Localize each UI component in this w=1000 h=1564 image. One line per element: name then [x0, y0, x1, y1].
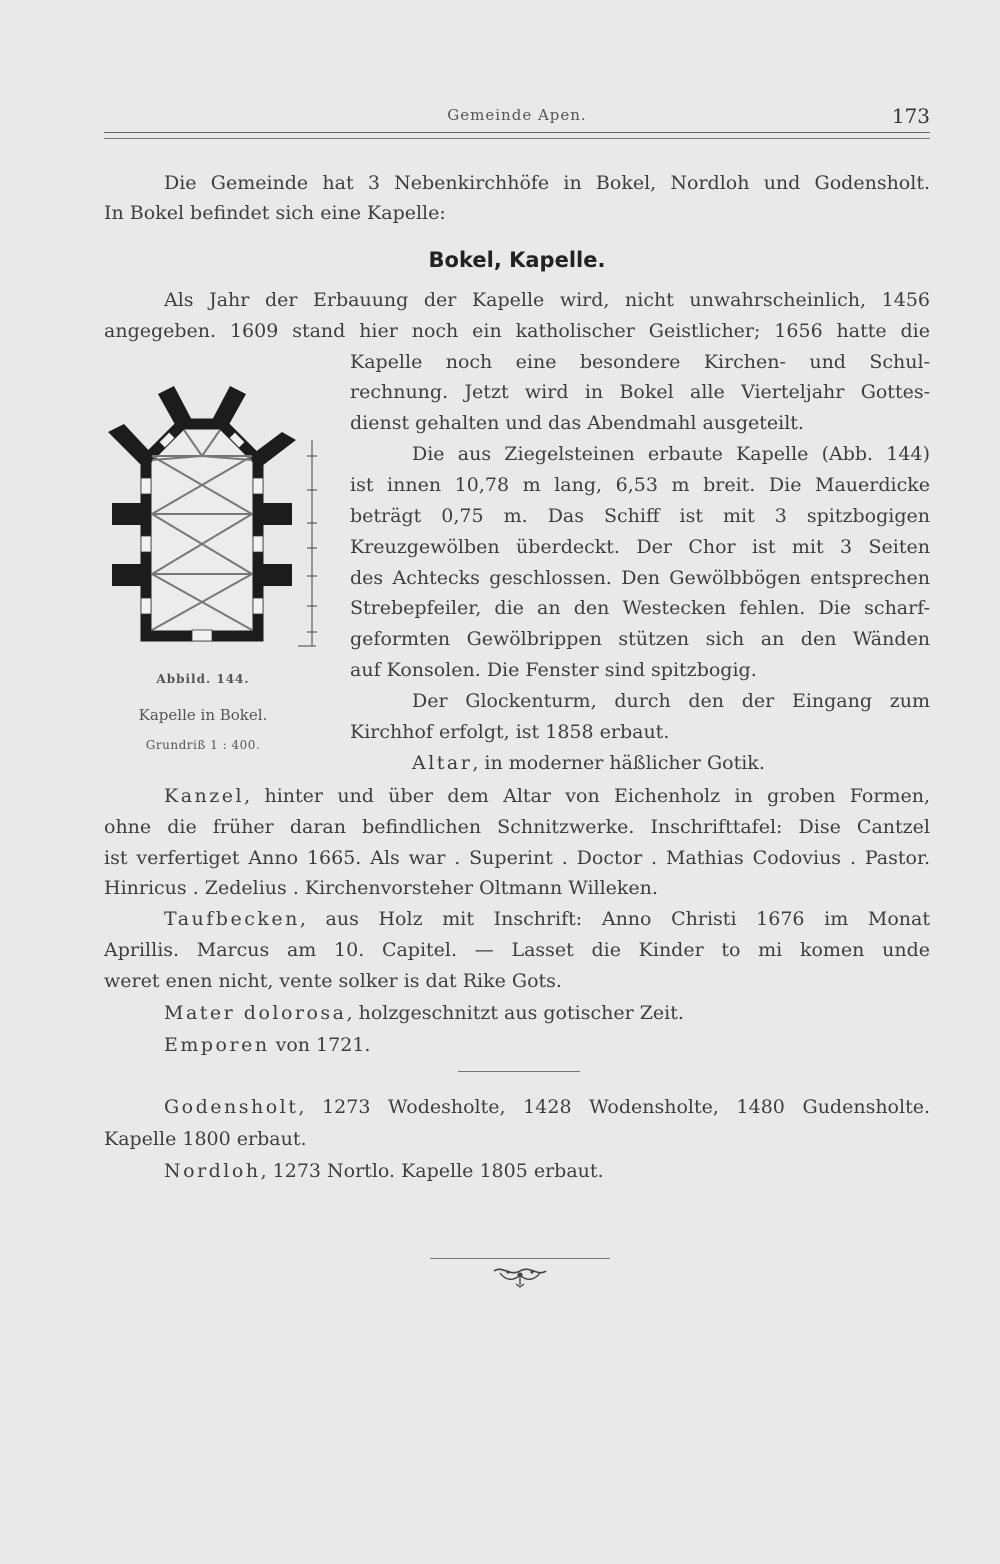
building-line-4: Kreuzgewölben überdeckt. Der Chor ist mit 3 Seiten: [350, 536, 930, 558]
history-line-5: dienst gehalten und das Abendmahl ausgeteilt.: [350, 412, 804, 434]
header-double-rule: [104, 132, 930, 139]
figure-scale: Grundriß 1 : 400.: [145, 738, 261, 752]
altar-term: Altar: [412, 752, 473, 774]
taufbecken-line-1: [164, 904, 930, 935]
taufbecken-line-2: Aprillis. Marcus am 10. Capitel. — Lasset die Kinder to mi komen unde: [104, 939, 930, 961]
kanzel-line-1-text: , hinter und über dem Altar von Eichenholz in groben Formen,: [244, 785, 930, 807]
running-title: Gemeinde Apen.: [447, 106, 587, 124]
floor-plan-figure: [104, 378, 320, 668]
mater-term: Mater dolorosa: [164, 1002, 347, 1024]
godensholt-line-1: [164, 1092, 930, 1123]
godensholt-line-1-text: , 1273 Wodesholte, 1428 Wodensholte, 1480 Gudensholte.: [298, 1096, 930, 1118]
mater-line: [164, 998, 930, 1029]
emporen-term: Emporen: [164, 1034, 270, 1056]
nordloh-line: [164, 1156, 930, 1187]
nordloh-term: Nordloh: [164, 1160, 261, 1182]
emporen-text: von 1721.: [269, 1034, 371, 1056]
history-line-3: Kapelle noch eine besondere Kirchen- und Schul-: [350, 351, 930, 373]
figure-number: Abbild. 144.: [156, 672, 250, 686]
building-line-6: Strebepfeiler, die an den Westecken fehlen. Die scharf-: [350, 597, 930, 619]
history-line-4: rechnung. Jetzt wird in Bokel alle Vierteljahr Gottes-: [350, 381, 930, 403]
building-line-5: des Achtecks geschlossen. Den Gewölbbögen entsprechen: [350, 567, 930, 589]
tailpiece-ornament: [488, 1263, 552, 1289]
altar-text: , in moderner häßlicher Gotik.: [472, 752, 765, 774]
building-line-3: beträgt 0,75 m. Das Schiff ist mit 3 spitzbogigen: [350, 505, 930, 527]
emporen-line: [164, 1030, 930, 1061]
mater-text: , holzgeschnitzt aus gotischer Zeit.: [346, 1002, 684, 1024]
taufbecken-line-3: weret enen nicht, vente solker is dat Rike Gots.: [104, 970, 562, 992]
running-header: [104, 104, 930, 134]
intro-line-2: In Bokel befindet sich eine Kapelle:: [104, 202, 446, 224]
kanzel-line-3: ist verfertiget Anno 1665. Als war . Superint . Doctor . Mathias Codovius . Pastor.: [104, 847, 930, 869]
building-line-2: ist innen 10,78 m lang, 6,53 m breit. Die Mauerdicke: [350, 474, 930, 496]
history-line-1: Als Jahr der Erbauung der Kapelle wird, nicht unwahrscheinlich, 1456: [164, 289, 930, 311]
altar-line: [412, 748, 930, 779]
kanzel-line-4: Hinricus . Zedelius . Kirchenvorsteher Oltmann Willeken.: [104, 877, 658, 899]
building-line-8: auf Konsolen. Die Fenster sind spitzbogig.: [350, 659, 757, 681]
history-line-2: angegeben. 1609 stand hier noch ein katholischer Geistlicher; 1656 hatte die: [104, 320, 930, 342]
godensholt-line-2: Kapelle 1800 erbaut.: [104, 1128, 307, 1150]
tower-line-1: Der Glockenturm, durch den der Eingang zum: [412, 690, 930, 712]
taufbecken-line-1-text: , aus Holz mit Inschrift: Anno Christi 1676 im Monat: [299, 908, 930, 930]
page-number: 173: [891, 104, 930, 128]
kanzel-term: Kanzel: [164, 785, 245, 807]
nordloh-text: , 1273 Nortlo. Kapelle 1805 erbaut.: [260, 1160, 604, 1182]
section-heading: Bokel, Kapelle.: [428, 248, 606, 272]
building-line-1: Die aus Ziegelsteinen erbaute Kapelle (Abb. 144): [412, 443, 930, 465]
figure-caption: Kapelle in Bokel.: [138, 706, 268, 724]
godensholt-term: Godensholt: [164, 1096, 299, 1118]
kanzel-line-1: [164, 781, 930, 812]
building-line-7: geformten Gewölbrippen stützen sich an den Wänden: [350, 628, 930, 650]
kanzel-line-2: ohne die früher daran befindlichen Schnitzwerke. Inschrifttafel: Dise Cantzel: [104, 816, 930, 838]
section-divider: [458, 1071, 580, 1072]
tower-line-2: Kirchhof erfolgt, ist 1858 erbaut.: [350, 721, 670, 743]
plan-scale-bar: [298, 440, 317, 646]
intro-line-1: Die Gemeinde hat 3 Nebenkirchhöfe in Bokel, Nordloh und Godensholt.: [164, 172, 930, 194]
taufbecken-term: Taufbecken: [164, 908, 300, 930]
end-rule: [430, 1258, 610, 1259]
